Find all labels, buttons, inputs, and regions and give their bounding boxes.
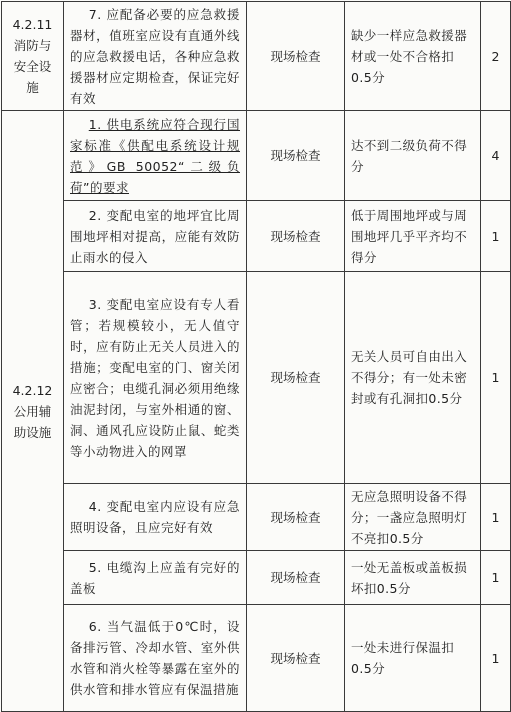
points-cell: 2 [481, 2, 511, 111]
method-cell: 现场检查 [247, 484, 345, 551]
requirement-cell [64, 272, 247, 484]
table-row [2, 201, 511, 272]
method-cell: 现场检查 [247, 605, 345, 712]
table-row [2, 551, 511, 605]
method-cell: 现场检查 [247, 551, 345, 605]
table-row [2, 272, 511, 484]
section-number: 4.2.12 [12, 382, 53, 398]
section-number: 4.2.11 [12, 17, 53, 32]
section-title: 公用辅助设施 [13, 403, 52, 440]
method-cell: 现场检查 [247, 272, 345, 484]
table-row [2, 2, 511, 111]
points-cell: 1 [481, 551, 511, 605]
requirement-text: 1. 供电系统应符合现行国家标准《供配电系统设计规范》GB 50052“二级负荷”的要求 [70, 116, 240, 195]
points-cell: 4 [481, 111, 511, 201]
scoring-cell: 一处无盖板或盖板损坏扣0.5分 [345, 551, 481, 605]
method-cell: 现场检查 [247, 111, 345, 201]
requirement-text: 4. 变配电室内应设有应急照明设备，且应完好有效 [70, 499, 240, 535]
requirement-cell [64, 551, 247, 605]
table-row [2, 484, 511, 551]
table-row [2, 111, 511, 201]
section-cell [2, 111, 64, 712]
requirement-text: 5. 电缆沟上应盖有完好的盖板 [70, 559, 240, 596]
requirement-cell [64, 2, 247, 111]
section-title: 消防与安全设施 [13, 38, 52, 95]
table-row [2, 605, 511, 712]
scoring-cell: 达不到二级负荷不得分 [345, 111, 481, 201]
requirement-cell [64, 201, 247, 272]
scoring-cell: 缺少一样应急救援器材或一处不合格扣0.5分 [345, 2, 481, 111]
scoring-cell: 一处未进行保温扣0.5分 [345, 605, 481, 712]
points-cell: 1 [481, 605, 511, 712]
method-cell: 现场检查 [247, 2, 345, 111]
requirement-text: 6. 当气温低于0℃时，设备排污管、冷却水管、室外供水管和消火栓等暴露在室外的供水管和排水管应有保温措施 [70, 619, 240, 697]
requirement-text: 2. 变配电室的地坪宜比周围地坪相对提高，应能有效防止雨水的侵入 [70, 207, 240, 265]
points-cell: 1 [481, 484, 511, 551]
points-cell: 1 [481, 201, 511, 272]
section-cell [2, 2, 64, 111]
scoring-cell: 无关人员可自由出入不得分；有一处未密封或有孔洞扣0.5分 [345, 272, 481, 484]
inspection-standard-table [1, 1, 511, 712]
requirement-text: 7. 应配备必要的应急救援器材，值班室应设有直通外线的应急救援电话，各种应急救援器材应定期检查，保证完好有效 [70, 6, 240, 106]
requirement-cell [64, 484, 247, 551]
method-cell: 现场检查 [247, 201, 345, 272]
scoring-cell: 无应急照明设备不得分；一盏应急照明灯不亮扣0.5分 [345, 484, 481, 551]
points-cell: 1 [481, 272, 511, 484]
requirement-cell [64, 111, 247, 201]
scoring-cell: 低于周围地坪或与周围地坪几乎平齐均不得分 [345, 201, 481, 272]
requirement-cell [64, 605, 247, 712]
requirement-text: 3. 变配电室应设有专人看管；若规模较小，无人值守时，应有防止无关人员进入的措施；变配电室的门、窗关闭应密合；电缆孔洞必须用绝缘油泥封闭，与室外相通的窗、洞、通风孔应设防止鼠、蛇类等小动物进入的网罩 [70, 296, 240, 459]
